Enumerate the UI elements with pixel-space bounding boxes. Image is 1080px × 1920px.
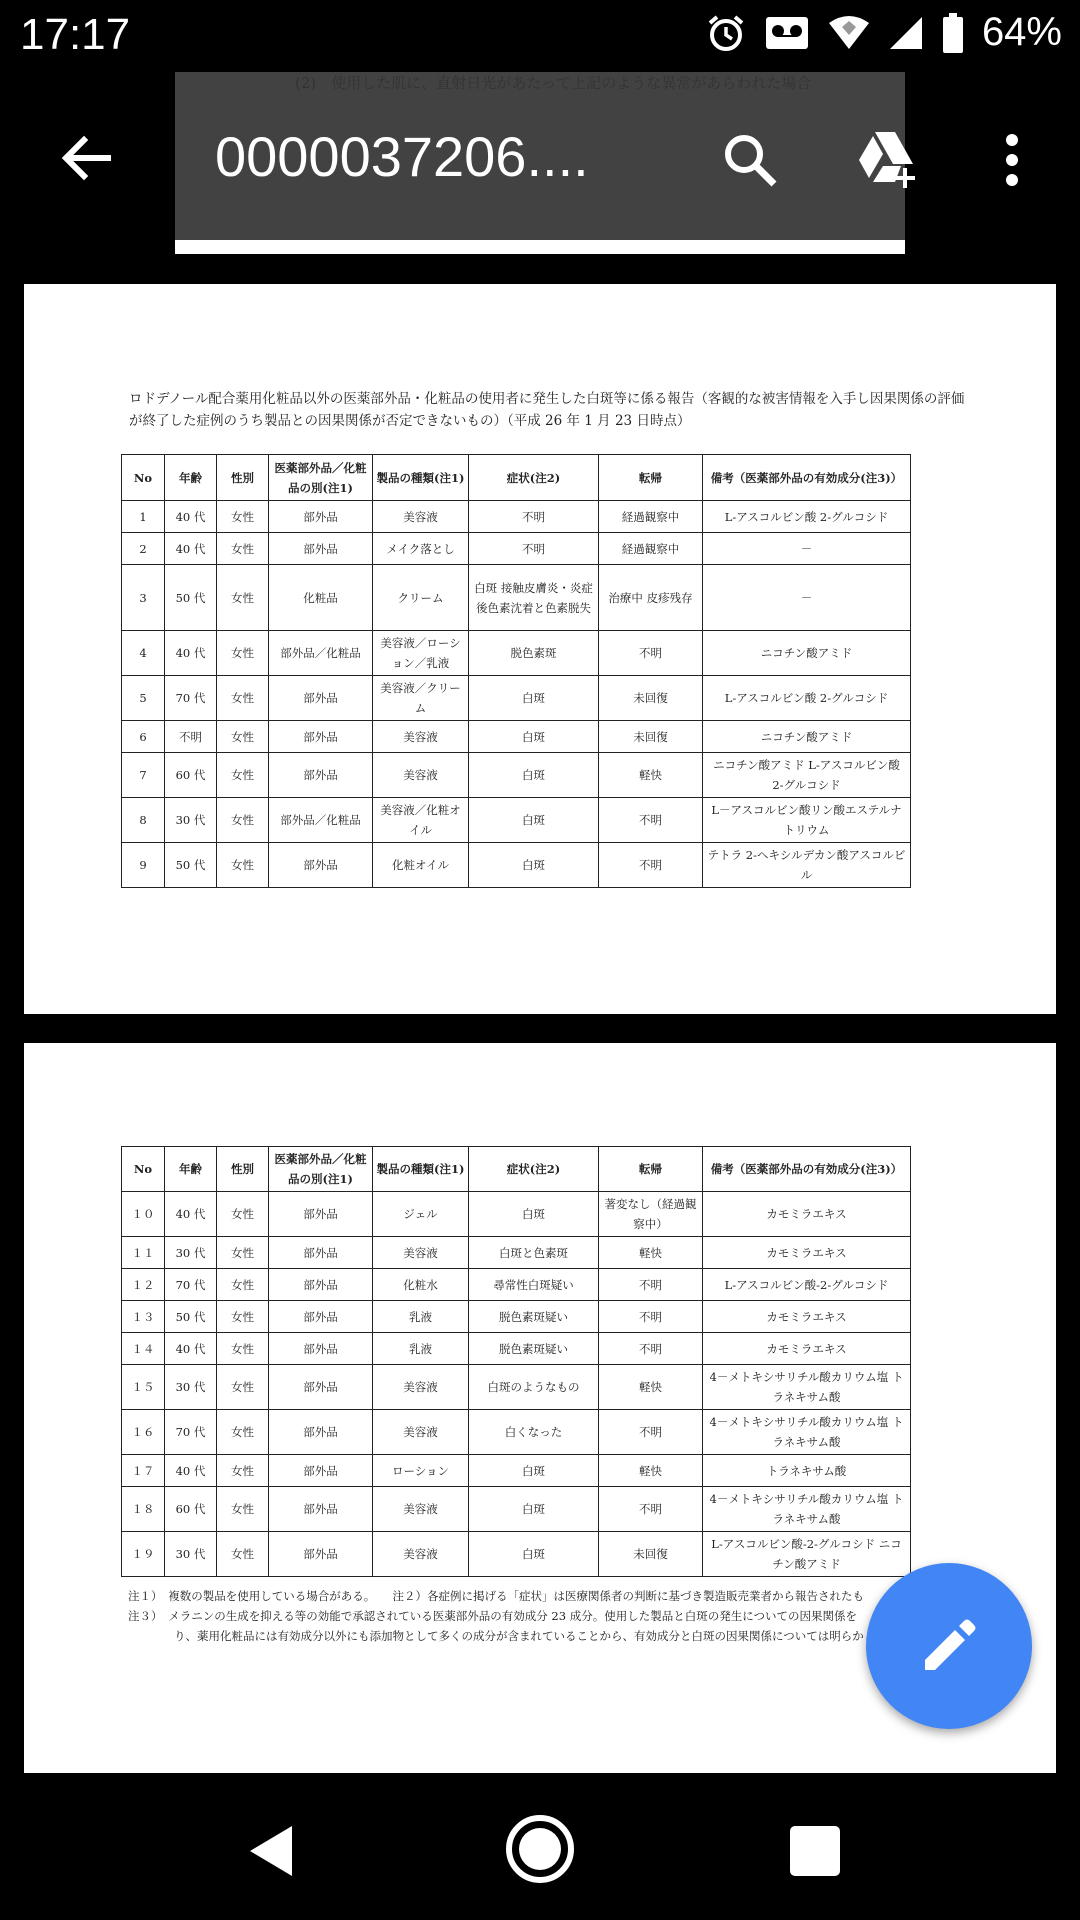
cell-symptom: 白斑 bbox=[469, 1487, 599, 1532]
cell-no: 9 bbox=[122, 843, 165, 888]
cell-notes: － bbox=[703, 533, 911, 565]
cell-no: 6 bbox=[122, 721, 165, 753]
cell-notes: カモミラエキス bbox=[703, 1301, 911, 1333]
table-row bbox=[122, 843, 911, 888]
header-category: 医薬部外品／化粧品の別(注1) bbox=[269, 1147, 373, 1192]
cell-category: 部外品 bbox=[269, 1487, 373, 1532]
header-notes: 備考（医薬部外品の有効成分(注3)） bbox=[703, 1147, 911, 1192]
cell-symptom: 白斑 bbox=[469, 1192, 599, 1237]
header-outcome: 転帰 bbox=[599, 455, 703, 501]
table-row bbox=[122, 753, 911, 798]
cell-product-type: 乳液 bbox=[373, 1333, 469, 1365]
cell-sex: 女性 bbox=[217, 1455, 269, 1487]
cell-product-type: メイク落とし bbox=[373, 533, 469, 565]
nav-home-icon[interactable] bbox=[505, 1814, 575, 1884]
cell-product-type: 美容液 bbox=[373, 1410, 469, 1455]
cell-outcome: 軽快 bbox=[599, 753, 703, 798]
search-button[interactable] bbox=[710, 120, 790, 200]
table-row bbox=[122, 631, 911, 676]
cell-product-type: 美容液 bbox=[373, 1237, 469, 1269]
cell-product-type: 美容液 bbox=[373, 1365, 469, 1410]
cell-age: 40 代 bbox=[165, 533, 217, 565]
cell-sex: 女性 bbox=[217, 1487, 269, 1532]
nav-recents-icon[interactable] bbox=[780, 1816, 850, 1886]
search-icon bbox=[720, 130, 780, 190]
cell-age: 40 代 bbox=[165, 1333, 217, 1365]
cell-category: 部外品／化粧品 bbox=[269, 798, 373, 843]
cell-category: 部外品 bbox=[269, 843, 373, 888]
cell-notes: ニコチン酸アミド bbox=[703, 631, 911, 676]
cell-notes: L－アスコルビン酸リン酸エステルナトリウム bbox=[703, 798, 911, 843]
header-symptom: 症状(注2) bbox=[469, 1147, 599, 1192]
cell-symptom: 白斑 bbox=[469, 798, 599, 843]
cell-no: １５ bbox=[122, 1365, 165, 1410]
report-table-1 bbox=[121, 454, 911, 888]
more-options-button[interactable] bbox=[982, 120, 1042, 200]
status-time: 17:17 bbox=[20, 10, 131, 59]
cell-notes: カモミラエキス bbox=[703, 1192, 911, 1237]
header-notes: 備考（医薬部外品の有効成分(注3)） bbox=[703, 455, 911, 501]
cell-symptom: 白斑 bbox=[469, 1532, 599, 1577]
cell-sex: 女性 bbox=[217, 565, 269, 631]
alarm-icon bbox=[706, 13, 746, 53]
cell-notes: カモミラエキス bbox=[703, 1237, 911, 1269]
cell-outcome: 不明 bbox=[599, 1487, 703, 1532]
cell-symptom: 不明 bbox=[469, 533, 599, 565]
cell-symptom: 白斑 bbox=[469, 753, 599, 798]
cell-outcome: 不明 bbox=[599, 631, 703, 676]
cell-no: １９ bbox=[122, 1532, 165, 1577]
cell-sex: 女性 bbox=[217, 676, 269, 721]
cell-no: 1 bbox=[122, 501, 165, 533]
cell-symptom: 白斑 bbox=[469, 721, 599, 753]
cell-age: 50 代 bbox=[165, 843, 217, 888]
cell-symptom: 白斑 bbox=[469, 676, 599, 721]
cell-symptom: 脱色素斑疑い bbox=[469, 1301, 599, 1333]
cell-product-type: ジェル bbox=[373, 1192, 469, 1237]
table-row bbox=[122, 501, 911, 533]
cell-no: １１ bbox=[122, 1237, 165, 1269]
cell-outcome: 未回復 bbox=[599, 721, 703, 753]
table-row bbox=[122, 798, 911, 843]
cell-sex: 女性 bbox=[217, 1301, 269, 1333]
cell-no: １３ bbox=[122, 1301, 165, 1333]
table-row bbox=[122, 1192, 911, 1237]
table-row bbox=[122, 1333, 911, 1365]
report-table-2 bbox=[121, 1146, 911, 1577]
cell-outcome: 軽快 bbox=[599, 1455, 703, 1487]
table-row bbox=[122, 1455, 911, 1487]
table-row bbox=[122, 1365, 911, 1410]
nav-back-icon[interactable] bbox=[240, 1816, 310, 1886]
cell-age: 60 代 bbox=[165, 1487, 217, 1532]
document-page-1 bbox=[24, 284, 1056, 1014]
cell-notes: － bbox=[703, 565, 911, 631]
cell-outcome: 不明 bbox=[599, 798, 703, 843]
cell-category: 部外品 bbox=[269, 676, 373, 721]
header-product-type: 製品の種類(注1) bbox=[373, 455, 469, 501]
cell-product-type: 美容液 bbox=[373, 1487, 469, 1532]
edit-pencil-icon bbox=[919, 1616, 979, 1676]
header-age: 年齢 bbox=[165, 455, 217, 501]
cell-sex: 女性 bbox=[217, 533, 269, 565]
cell-category: 部外品 bbox=[269, 1410, 373, 1455]
table-row bbox=[122, 1269, 911, 1301]
cell-notes: トラネキサム酸 bbox=[703, 1455, 911, 1487]
header-outcome: 転帰 bbox=[599, 1147, 703, 1192]
cell-product-type: ローション bbox=[373, 1455, 469, 1487]
cell-outcome: 軽快 bbox=[599, 1365, 703, 1410]
cell-category: 部外品／化粧品 bbox=[269, 631, 373, 676]
battery-icon bbox=[942, 13, 964, 53]
cell-symptom: 白斑 接触皮膚炎・炎症後色素沈着と色素脱失 bbox=[469, 565, 599, 631]
cell-notes: テトラ 2-ヘキシルデカン酸アスコルビル bbox=[703, 843, 911, 888]
cell-product-type: 化粧オイル bbox=[373, 843, 469, 888]
drive-add-icon bbox=[855, 130, 921, 190]
document-title: 0000037206.... bbox=[215, 125, 589, 188]
table-header-row bbox=[122, 455, 911, 501]
cell-symptom: 白くなった bbox=[469, 1410, 599, 1455]
cell-age: 30 代 bbox=[165, 1532, 217, 1577]
cell-product-type: 乳液 bbox=[373, 1301, 469, 1333]
header-symptom: 症状(注2) bbox=[469, 455, 599, 501]
cell-sex: 女性 bbox=[217, 1532, 269, 1577]
cell-no: 8 bbox=[122, 798, 165, 843]
cell-category: 化粧品 bbox=[269, 565, 373, 631]
cell-age: 不明 bbox=[165, 721, 217, 753]
cell-sex: 女性 bbox=[217, 798, 269, 843]
cell-age: 50 代 bbox=[165, 565, 217, 631]
cell-sex: 女性 bbox=[217, 843, 269, 888]
cell-age: 70 代 bbox=[165, 1269, 217, 1301]
cell-category: 部外品 bbox=[269, 1365, 373, 1410]
cell-age: 40 代 bbox=[165, 1192, 217, 1237]
cell-no: １０ bbox=[122, 1192, 165, 1237]
cell-notes: 4－メトキシサリチル酸カリウム塩 トラネキサム酸 bbox=[703, 1365, 911, 1410]
cell-outcome: 未回復 bbox=[599, 1532, 703, 1577]
cell-outcome: 著変なし（経過観察中） bbox=[599, 1192, 703, 1237]
cell-no: １８ bbox=[122, 1487, 165, 1532]
status-icons bbox=[706, 10, 1062, 55]
cell-category: 部外品 bbox=[269, 501, 373, 533]
cell-product-type: 美容液／ローション／乳液 bbox=[373, 631, 469, 676]
edit-fab-button[interactable] bbox=[866, 1563, 1032, 1729]
cell-age: 50 代 bbox=[165, 1301, 217, 1333]
cell-notes: 4－メトキシサリチル酸カリウム塩 トラネキサム酸 bbox=[703, 1410, 911, 1455]
cell-notes: L-アスコルビン酸 2-グルコシド bbox=[703, 676, 911, 721]
cell-age: 30 代 bbox=[165, 1365, 217, 1410]
cell-symptom: 尋常性白斑疑い bbox=[469, 1269, 599, 1301]
table-row bbox=[122, 721, 911, 753]
cell-outcome: 軽快 bbox=[599, 1237, 703, 1269]
cell-symptom: 脱色素斑疑い bbox=[469, 1333, 599, 1365]
header-product-type: 製品の種類(注1) bbox=[373, 1147, 469, 1192]
cell-symptom: 白斑 bbox=[469, 1455, 599, 1487]
header-category: 医薬部外品／化粧品の別(注1) bbox=[269, 455, 373, 501]
cell-age: 70 代 bbox=[165, 1410, 217, 1455]
cell-no: 5 bbox=[122, 676, 165, 721]
cell-age: 30 代 bbox=[165, 798, 217, 843]
cell-sex: 女性 bbox=[217, 501, 269, 533]
arrow-back-icon bbox=[58, 130, 114, 186]
table-row bbox=[122, 1487, 911, 1532]
cell-outcome: 治療中 皮疹残存 bbox=[599, 565, 703, 631]
cell-age: 70 代 bbox=[165, 676, 217, 721]
cell-sex: 女性 bbox=[217, 753, 269, 798]
cell-notes: ニコチン酸アミド L-アスコルビン酸 2-グルコシド bbox=[703, 753, 911, 798]
cell-no: 3 bbox=[122, 565, 165, 631]
page-peek-text: (2) 使用した肌に、直射日光があたって上記のような異常があらわれた場合 bbox=[295, 74, 812, 92]
cell-no: １２ bbox=[122, 1269, 165, 1301]
table-row bbox=[122, 565, 911, 631]
cell-outcome: 不明 bbox=[599, 1410, 703, 1455]
cell-age: 40 代 bbox=[165, 1455, 217, 1487]
cell-outcome: 経過観察中 bbox=[599, 501, 703, 533]
cell-product-type: 化粧水 bbox=[373, 1269, 469, 1301]
cell-symptom: 白斑と色素斑 bbox=[469, 1237, 599, 1269]
table-row bbox=[122, 1532, 911, 1577]
app-bar bbox=[0, 72, 1080, 244]
cell-outcome: 経過観察中 bbox=[599, 533, 703, 565]
header-sex: 性別 bbox=[217, 455, 269, 501]
cell-sex: 女性 bbox=[217, 1269, 269, 1301]
cell-age: 40 代 bbox=[165, 631, 217, 676]
cell-category: 部外品 bbox=[269, 1192, 373, 1237]
cell-product-type: 美容液 bbox=[373, 1532, 469, 1577]
more-vert-icon bbox=[1004, 132, 1020, 188]
cell-notes: L-アスコルビン酸-2-グルコシド bbox=[703, 1269, 911, 1301]
cell-sex: 女性 bbox=[217, 1333, 269, 1365]
cell-category: 部外品 bbox=[269, 753, 373, 798]
cell-category: 部外品 bbox=[269, 1333, 373, 1365]
header-sex: 性別 bbox=[217, 1147, 269, 1192]
cell-category: 部外品 bbox=[269, 1455, 373, 1487]
table-row bbox=[122, 676, 911, 721]
cell-sex: 女性 bbox=[217, 1365, 269, 1410]
battery-percent: 64% bbox=[981, 10, 1062, 54]
cell-no: １７ bbox=[122, 1455, 165, 1487]
navigation-bar bbox=[0, 1776, 1080, 1920]
cell-outcome: 未回復 bbox=[599, 676, 703, 721]
cell-symptom: 白斑のようなもの bbox=[469, 1365, 599, 1410]
title-area bbox=[175, 72, 905, 254]
cell-category: 部外品 bbox=[269, 1532, 373, 1577]
signal-icon bbox=[888, 15, 924, 51]
cell-sex: 女性 bbox=[217, 631, 269, 676]
cell-category: 部外品 bbox=[269, 1237, 373, 1269]
cell-category: 部外品 bbox=[269, 721, 373, 753]
cell-no: １４ bbox=[122, 1333, 165, 1365]
back-button[interactable] bbox=[50, 122, 122, 194]
cell-age: 30 代 bbox=[165, 1237, 217, 1269]
cell-sex: 女性 bbox=[217, 721, 269, 753]
cell-product-type: 美容液 bbox=[373, 753, 469, 798]
report-intro-text: ロドデノール配合薬用化粧品以外の医薬部外品・化粧品の使用者に発生した白斑等に係る報告（客観的な被害情報を入手し因果関係の評価が終了した症例のうち製品との因果関係が否定できないもの）（平成 26 年 1 月 23 日時点） bbox=[129, 391, 965, 429]
cell-product-type: 美容液／クリーム bbox=[373, 676, 469, 721]
cell-category: 部外品 bbox=[269, 1301, 373, 1333]
header-no: No bbox=[122, 1147, 165, 1192]
header-no: No bbox=[122, 455, 165, 501]
cell-symptom: 不明 bbox=[469, 501, 599, 533]
cell-product-type: 美容液／化粧オイル bbox=[373, 798, 469, 843]
cell-sex: 女性 bbox=[217, 1410, 269, 1455]
add-to-drive-button[interactable] bbox=[848, 120, 928, 200]
cell-age: 40 代 bbox=[165, 501, 217, 533]
cell-sex: 女性 bbox=[217, 1237, 269, 1269]
table-row bbox=[122, 533, 911, 565]
cell-no: 4 bbox=[122, 631, 165, 676]
cell-symptom: 脱色素斑 bbox=[469, 631, 599, 676]
cell-product-type: 美容液 bbox=[373, 721, 469, 753]
cell-age: 60 代 bbox=[165, 753, 217, 798]
cell-no: １６ bbox=[122, 1410, 165, 1455]
table-row bbox=[122, 1237, 911, 1269]
cell-notes: L-アスコルビン酸 2-グルコシド bbox=[703, 501, 911, 533]
cell-sex: 女性 bbox=[217, 1192, 269, 1237]
cell-notes: L-アスコルビン酸-2-グルコシド ニコチン酸アミド bbox=[703, 1532, 911, 1577]
wifi-icon bbox=[828, 15, 870, 51]
cell-notes: カモミラエキス bbox=[703, 1333, 911, 1365]
voicemail-icon bbox=[764, 15, 810, 51]
cell-outcome: 不明 bbox=[599, 1269, 703, 1301]
cell-no: 7 bbox=[122, 753, 165, 798]
cell-outcome: 不明 bbox=[599, 1333, 703, 1365]
header-age: 年齢 bbox=[165, 1147, 217, 1192]
cell-notes: 4－メトキシサリチル酸カリウム塩 トラネキサム酸 bbox=[703, 1487, 911, 1532]
table-row bbox=[122, 1301, 911, 1333]
cell-outcome: 不明 bbox=[599, 843, 703, 888]
footnote-3: 注３） メラニンの生成を抑える等の効能で承認されている医薬部外品の有効成分 23 成分。使用した製品と白斑の発生についての因果関係を bbox=[128, 1609, 857, 1623]
cell-symptom: 白斑 bbox=[469, 843, 599, 888]
footnote-3-continued: り、薬用化粧品には有効成分以外にも添加物として多くの成分が含まれていることから、有効成分と白斑の因果関係については明らか bbox=[128, 1629, 864, 1643]
cell-category: 部外品 bbox=[269, 533, 373, 565]
cell-product-type: 美容液 bbox=[373, 501, 469, 533]
footnote-1: 注１） 複数の製品を使用している場合がある。 注２）各症例に掲げる「症状」は医療関係者の判断に基づき製造販売業者から報告されたも bbox=[128, 1589, 864, 1603]
cell-outcome: 不明 bbox=[599, 1301, 703, 1333]
table-header-row bbox=[122, 1147, 911, 1192]
cell-no: 2 bbox=[122, 533, 165, 565]
cell-category: 部外品 bbox=[269, 1269, 373, 1301]
cell-product-type: クリーム bbox=[373, 565, 469, 631]
status-bar bbox=[0, 0, 1080, 72]
cell-notes: ニコチン酸アミド bbox=[703, 721, 911, 753]
table-row bbox=[122, 1410, 911, 1455]
